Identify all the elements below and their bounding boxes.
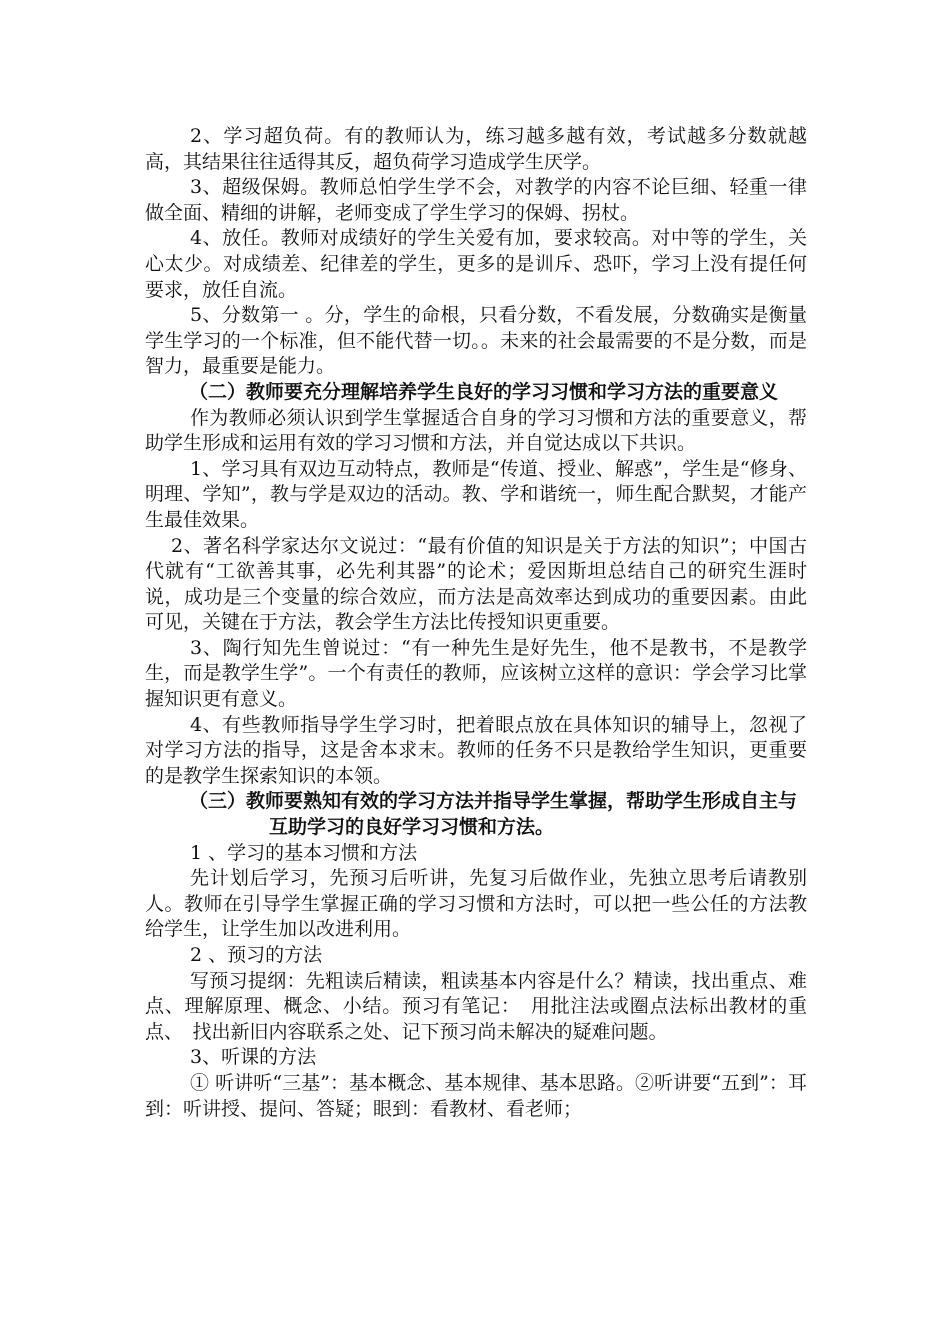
paragraph-point-4: 4、有些教师指导学生学习时，把着眼点放在具体知识的辅导上，忽视了对学习方法的指导，这是舍本求末。教师的任务不只是教给学生知识，更重要的是教学生探索知识的本领。: [145, 713, 807, 787]
paragraph-intro: 作为教师必须认识到学生掌握适合自身的学习习惯和方法的重要意义，帮助学生形成和运用有效的学习习惯和方法，并自觉达成以下共识。: [145, 406, 807, 455]
section-heading-3: （三）教师要熟知有效的学习方法并指导学生掌握，帮助学生形成自主与互助学习的良好学习习惯和方法。: [189, 790, 798, 839]
paragraph-point-2: 2、著名科学家达尔文说过：“最有价值的知识是关于方法的知识”；中国古代就有“工欲善其事，必先利其器”的论术；爱因斯坦总结自己的研究生涯时说，成功是三个变量的综合效应，而方法是高效率达到成功的重要因素。由此可见，关键在于方法，教会学生方法比传授知识更重要。: [145, 534, 807, 634]
paragraph-basic-habits: 先计划后学习，先预习后听讲，先复习后做作业，先独立思考后请教别人。教师在引导学生掌握正确的学习习惯和方法时，可以把一些公任的方法教给学生，让学生加以改进利用。: [145, 867, 807, 941]
paragraph-preview: 写预习提纲：先粗读后精读，粗读基本内容是什么？精读，找出重点、难点、理解原理、概念、小结。预习有笔记： 用批注法或圈点法标出教材的重点、 找出新旧内容联系之处、记下预习尚未解决的疑难问题。: [145, 969, 807, 1043]
subheading-basic-habits: 1 、学习的基本习惯和方法: [190, 841, 418, 864]
paragraph-listening: ① 听讲听“三基”：基本概念、基本规律、基本思路。②听讲要“五到”：耳到：听讲授、提问、答疑；眼到：看教材、看老师；: [145, 1071, 807, 1120]
paragraph-point-1: 1、学习具有双边互动特点，教师是“传道、授业、解惑”，学生是“修身、明理、学知”，教与学是双边的活动。教、学和谐统一，师生配合默契，才能产生最佳效果。: [145, 457, 807, 531]
paragraph-overload: 2、学习超负荷。有的教师认为，练习越多越有效，考试越多分数就越高，其结果往往适得其反，超负荷学习造成学生厌学。: [145, 125, 807, 173]
paragraph-score-first: 5、分数第一 。分，学生的命根，只看分数，不看发展，分数确实是衡量学生学习的一个标准，但不能代替一切。。未来的社会最需要的不是分数，而是智力，最重要是能力。: [145, 304, 807, 378]
document-page: [145, 124, 807, 1122]
section-heading-2: （二）教师要充分理解培养学生良好的学习习惯和学习方法的重要意义: [189, 380, 779, 403]
paragraph-nanny: 3、超级保姆。教师总怕学生学不会，对教学的内容不论巨细、轻重一律做全面、精细的讲解，老师变成了学生学习的保姆、拐杖。: [145, 176, 807, 224]
subheading-preview: 2 、预习的方法: [190, 944, 323, 966]
subheading-listening: 3、听课的方法: [190, 1046, 317, 1069]
paragraph-point-3: 3、陶行知先生曾说过：“有一种先生是好先生，他不是教书，不是教学生，而是教学生学”。一个有责任的教师，应该树立这样的意识：学会学习比掌握知识更有意义。: [145, 636, 807, 711]
paragraph-laissez-faire: 4、放任。教师对成绩好的学生关爱有加，要求较高。对中等的学生，关心太少。对成绩差、纪律差的学生，更多的是训斥、恐吓，学习上没有提任何要求，放任自流。: [145, 227, 807, 301]
